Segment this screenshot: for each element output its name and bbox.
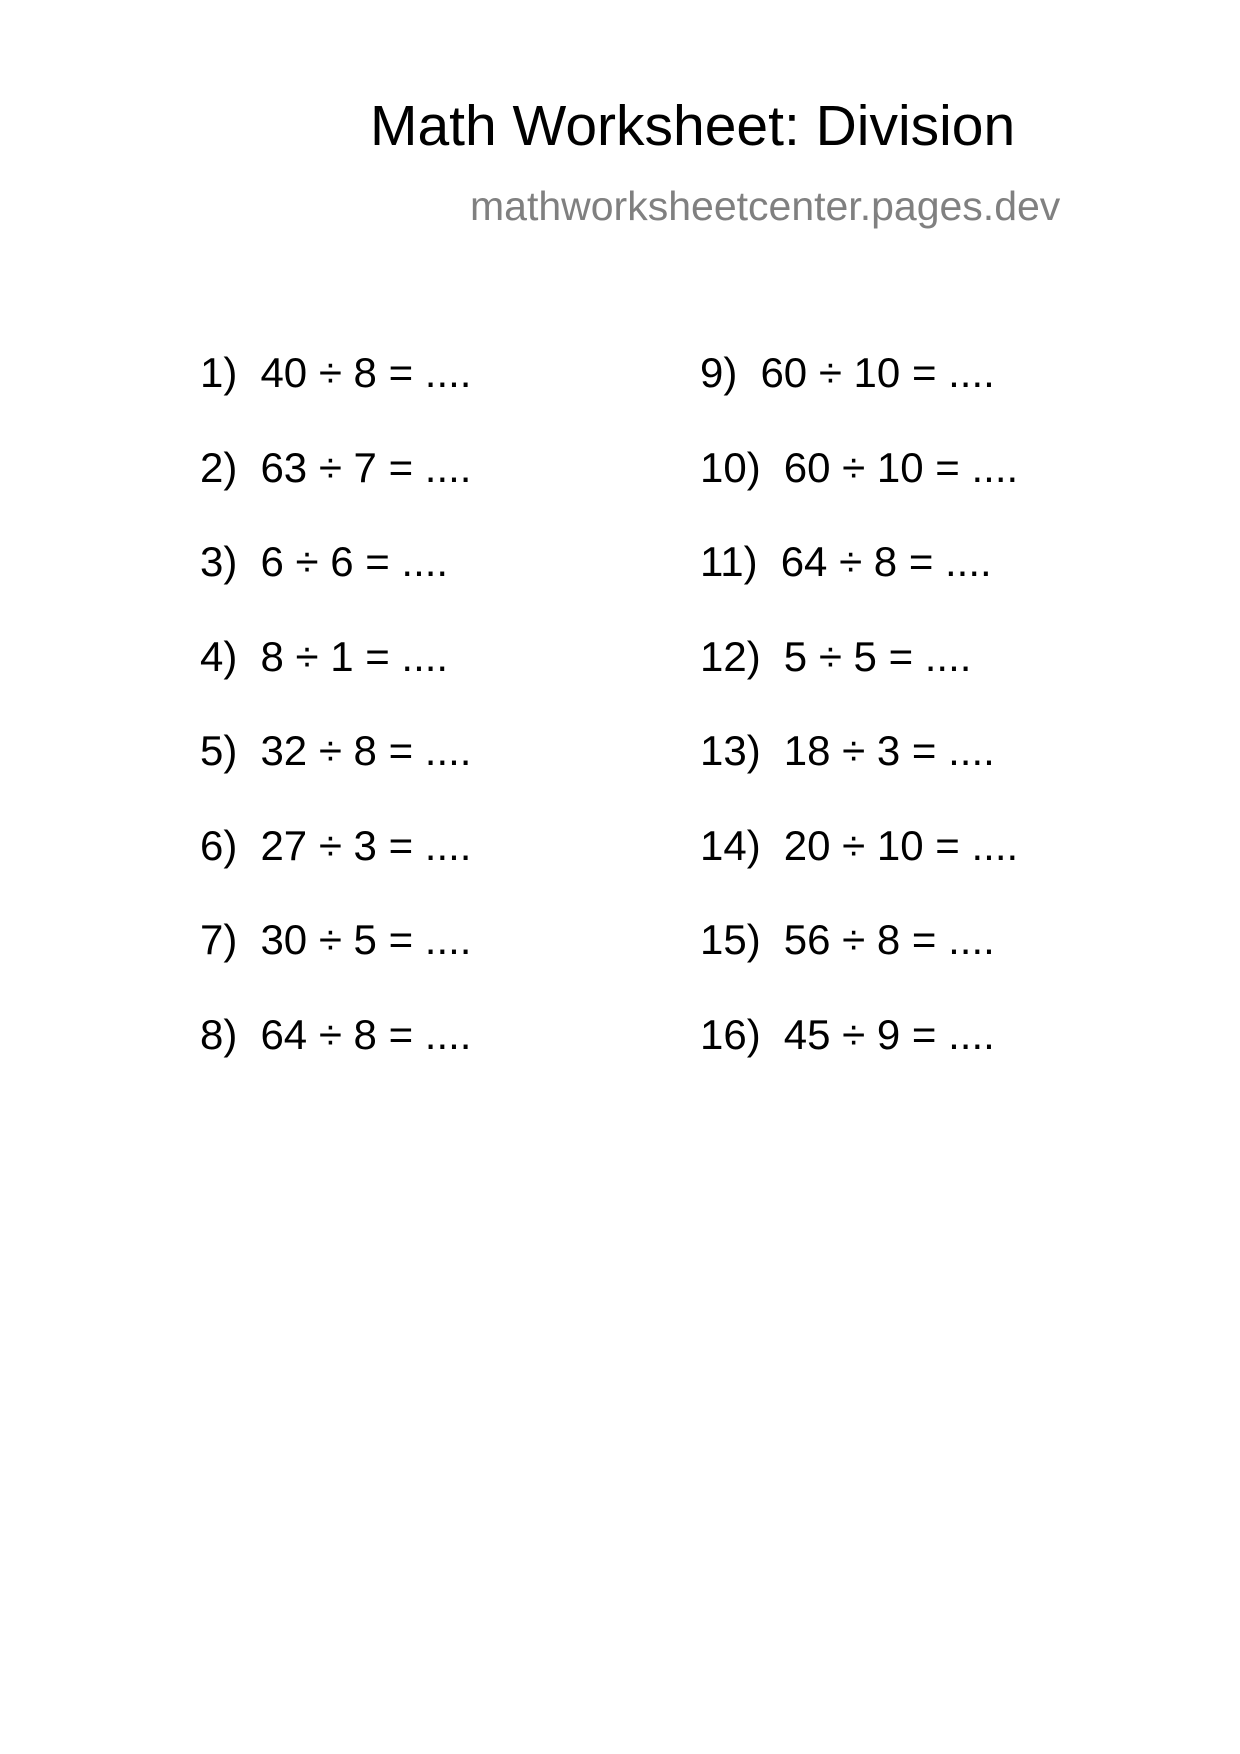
problem-expression: 20 ÷ 10 = ....: [783, 821, 1019, 869]
problem-number: 15): [700, 916, 761, 963]
problem-item: [700, 916, 1018, 1014]
problem-number: 2): [200, 443, 238, 491]
problem-expression: 27 ÷ 3 = ....: [260, 821, 472, 869]
problem-number: 9): [700, 349, 738, 396]
problem-expression: 63 ÷ 7 = ....: [260, 443, 472, 491]
problem-number: 7): [200, 916, 238, 963]
problem-expression: 32 ÷ 8 = ....: [260, 727, 472, 774]
problem-item: [700, 349, 1018, 447]
problem-expression: 30 ÷ 5 = ....: [260, 916, 472, 963]
site-url: mathworksheetcenter.pages.dev: [470, 183, 1061, 229]
problem-expression: 45 ÷ 9 = ....: [783, 1010, 995, 1058]
problem-item: [700, 632, 1018, 731]
problem-item: [700, 443, 1019, 542]
problem-number: 1): [200, 349, 238, 396]
problem-item: [200, 821, 472, 920]
problem-item: [200, 727, 472, 825]
problem-expression: 5 ÷ 5 = ....: [783, 632, 972, 680]
problem-number: 12): [700, 632, 761, 680]
problem-item: [200, 1010, 472, 1109]
problem-expression: 64 ÷ 8 = ....: [260, 1010, 472, 1058]
problem-item: [200, 916, 472, 1014]
problem-item: [200, 538, 471, 636]
problem-item: [700, 821, 1019, 920]
problem-item: [200, 632, 471, 731]
problem-number: 3): [200, 538, 238, 585]
problem-item: [700, 538, 1018, 636]
problem-item: [200, 443, 472, 542]
problem-column-right: [700, 349, 1019, 1108]
problem-number: 16): [700, 1010, 761, 1058]
problem-number: 4): [200, 632, 238, 680]
problem-number: 14): [700, 821, 761, 869]
page-title: Math Worksheet: Division: [370, 94, 1016, 158]
problem-number: 11): [700, 538, 758, 585]
problem-number: 13): [700, 727, 761, 774]
problem-item: [200, 349, 472, 447]
problem-expression: 56 ÷ 8 = ....: [783, 916, 995, 963]
problem-expression: 8 ÷ 1 = ....: [260, 632, 449, 680]
problem-number: 8): [200, 1010, 238, 1058]
problem-expression: 64 ÷ 8 = ....: [780, 538, 992, 585]
problem-number: 10): [700, 443, 761, 491]
problem-number: 5): [200, 727, 238, 774]
problem-item: [700, 1010, 1018, 1109]
problem-number: 6): [200, 821, 238, 869]
problem-expression: 60 ÷ 10 = ....: [760, 349, 995, 396]
problem-expression: 40 ÷ 8 = ....: [260, 349, 472, 396]
problem-column-left: [200, 349, 472, 1108]
problem-expression: 6 ÷ 6 = ....: [260, 538, 449, 585]
problem-expression: 18 ÷ 3 = ....: [783, 727, 995, 774]
problem-item: [700, 727, 1018, 825]
problem-expression: 60 ÷ 10 = ....: [783, 443, 1019, 491]
